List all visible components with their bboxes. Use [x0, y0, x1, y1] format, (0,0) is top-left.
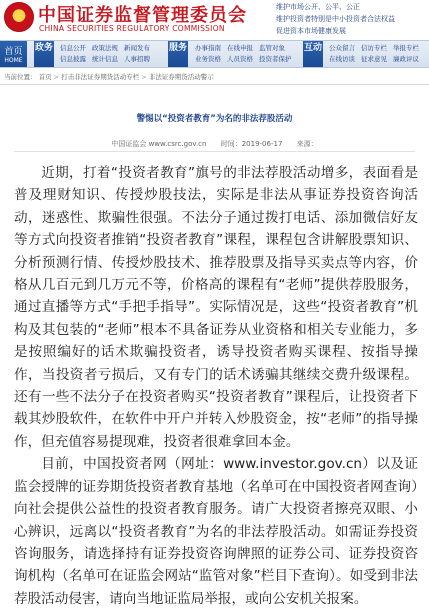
article-source: 中国证监会 www.csrc.gov.cn — [111, 140, 207, 148]
nav-item[interactable]: 信息披露 — [60, 55, 86, 63]
slogan-3: 促进资本市场健康发展 — [276, 27, 346, 35]
nav-item[interactable]: 监管对象 — [259, 44, 285, 52]
nav-item[interactable]: 人员资格 — [227, 55, 253, 63]
nav-group-fuwu — [195, 43, 292, 63]
article-time: 时间：2019-06-17 — [220, 140, 283, 148]
nav-home-button[interactable] — [0, 41, 27, 67]
breadcrumb-separator: > — [141, 73, 147, 81]
article-body — [14, 162, 418, 610]
article-title: 警惕以“投资者教育”为名的非法荐股活动 — [136, 114, 293, 124]
nav-group-hudong — [329, 43, 419, 63]
nav-group-tag-fuwu: 服务 — [168, 41, 188, 67]
nav-item[interactable]: 在线申报 — [227, 44, 253, 52]
nav-item[interactable]: 投资者保护 — [259, 55, 292, 63]
article-paragraph: 近期，打着“投资者教育”旗号的非法荐股活动增多，表面看是普及理财知识、传授炒股技法，实际是非法从事证券投资咨询活动，迷惑性、欺骗性很强。不法分子通过拨打电话、添加微信好友等方式向投资者推销“投资者教育”课程，课程包含讲解股票知识、分析预测行情、传授炒股技术、推荐股票及指导买卖点等内容，价格从几百元到几万元不等，价格高的课程有“老师”提供荐股服务，通过直播等方式“手把手指导”。实际情况是，这些“投资者教育”机构及其包装的“老师”根本不具备证券从业资格和相关专业能力，多是按照编好的话术欺骗投资者，诱导投资者购买课程、按指导操作，当投资者亏损后，又有专门的话术诱骗其继续交费升级课程。还有一些不法分子在投资者购买“投资者教育”课程后，让投资者下载其炒股软件，在软件中开户并转入炒股资金，按“老师”的指导操作，但充值容易提现难，投资者很难拿回本金。 — [14, 165, 418, 450]
nav-item[interactable]: 新闻发布 — [124, 44, 150, 52]
article-origin: 来源： — [296, 140, 318, 148]
nav-home-label: 首页 — [4, 47, 23, 57]
article-paragraph: 目前，中国投资者网（网址：www.investor.gov.cn）以及证监会授牌的证券期货投资者教育基地（名单可在中国投资者网查询）向社会提供公益性的投资者教育服务。请广大投资者擦亮双眼、小心辨识，远离以“投资者教育”为名的非法荐股活动。如需证券投资咨询服务，请选择持有证券投资咨询牌照的证券公司、证券投资咨询机构（名单可在证监会网站“监管对象”栏目下查询）。如受到非法荐股活动侵害，请向当地证监局举报，或向公安机关报案。 — [14, 456, 418, 607]
nav-item[interactable]: 办事指南 — [195, 44, 221, 52]
site-logo-text[interactable]: 中国证券监督管理委员会 — [38, 5, 247, 26]
breadcrumb-item[interactable]: 首页 — [38, 73, 52, 81]
breadcrumb — [4, 72, 214, 81]
site-logo-english: CHINA SECURITIES REGULATORY COMMISSION — [39, 24, 225, 33]
breadcrumb-separator: > — [53, 73, 60, 81]
nav-item[interactable]: 廉政评议 — [393, 55, 419, 63]
divider — [14, 151, 415, 152]
nav-item[interactable]: 公众留言 — [329, 44, 355, 52]
nav-item[interactable]: 征求意见 — [361, 55, 387, 63]
nav-home-label-en: HOME — [4, 57, 23, 64]
nav-item[interactable]: 举报专栏 — [393, 44, 419, 52]
slogan-2: 维护投资者特别是中小投资者合法权益 — [276, 15, 395, 23]
nav-item[interactable]: 人事招聘 — [124, 55, 150, 63]
nav-item[interactable]: 统计信息 — [92, 55, 118, 63]
breadcrumb-label: 当前位置： — [4, 73, 37, 81]
nav-item[interactable]: 信息公开 — [60, 44, 86, 52]
breadcrumb-item[interactable]: 非法证券期货活动警示 — [148, 73, 214, 81]
main-nav — [0, 40, 429, 68]
nav-group-tag-hudong: 互动 — [303, 41, 323, 67]
nav-item[interactable]: 政策法规 — [92, 44, 118, 52]
nav-item[interactable]: 业务资格 — [195, 55, 221, 63]
nav-item[interactable]: 信访专栏 — [361, 44, 387, 52]
article-meta — [0, 139, 429, 149]
divider — [0, 84, 429, 85]
site-header — [0, 0, 429, 40]
nav-group-tag-zhengwu: 政务 — [34, 41, 54, 67]
nav-group-zhengwu — [60, 43, 150, 63]
csrc-emblem-icon[interactable] — [4, 2, 34, 32]
breadcrumb-item[interactable]: 打击非法证券期货活动专栏 — [61, 73, 140, 81]
slogan-1: 维护市场公开、公平、公正 — [276, 3, 360, 11]
nav-item[interactable]: 在线访谈 — [329, 55, 355, 63]
